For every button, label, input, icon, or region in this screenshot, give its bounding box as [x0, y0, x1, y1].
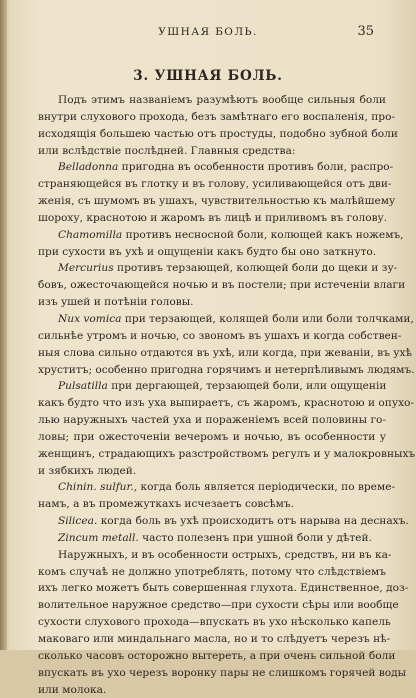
remedy-name: Silicea.: [58, 515, 98, 528]
text-line: [38, 665, 407, 682]
text-line: [38, 311, 414, 328]
line-text: когда боль въ ухѣ происходитъ отъ нарыва на деснахъ.: [100, 515, 409, 528]
text-line: [38, 260, 398, 277]
line-text: женія, съ шумомъ въ ушахъ, чувствительностью къ малѣйшему: [38, 195, 396, 208]
text-line: [38, 564, 386, 581]
text-line: [38, 648, 396, 665]
remedy-name: Mercurius: [58, 262, 114, 275]
line-text: какъ будто что изъ уха выпираетъ, съ жаромъ, краснотою и опухо-: [38, 397, 415, 410]
line-text: ныя слова сильно отдаются въ ухѣ, или когда, при жеваніи, въ ухѣ: [38, 346, 412, 359]
line-text: комъ случаѣ не должно употреблять, потому что слѣдствіемъ: [38, 565, 386, 578]
text-line: [38, 513, 409, 530]
text-line: [38, 92, 386, 109]
remedy-name: Chamomilla: [58, 228, 123, 241]
text-line: [38, 227, 404, 244]
remedy-name: Belladonna: [58, 161, 119, 174]
page-header: [0, 26, 416, 44]
text-line: [38, 294, 386, 311]
text-line: [38, 210, 386, 227]
line-text: бовъ, ожесточающейся ночью и въ постели; при истеченіи влаги: [38, 279, 406, 292]
line-text: впускать въ ухо черезъ воронку пары не слишкомъ горячей воды: [38, 666, 407, 679]
text-line: [38, 395, 415, 412]
line-text: или вслѣдствіе послѣдней. Главныя средства:: [38, 144, 296, 157]
line-text: шороху, краснотою и жаромъ въ лицѣ и приливомъ въ голову.: [38, 211, 388, 224]
line-text: когда боль является періодически, по време-: [140, 481, 396, 494]
page-spine-edge: [0, 0, 7, 650]
remedy-name: Nux vomica: [58, 312, 122, 325]
line-text: изъ ушей и потѣніи головы.: [38, 296, 194, 309]
text-line: [38, 530, 386, 547]
line-text: намъ, а въ промежуткахъ исчезаетъ совсѣмъ.: [38, 498, 294, 511]
line-text: страняющейся въ глотку и въ голову, усиливающейся отъ дви-: [38, 178, 392, 191]
text-line: [38, 496, 386, 513]
line-text: сколько часовъ осторожно вытереть, а при очень сильной боли: [38, 649, 396, 662]
line-text: ихъ легко можетъ быть совершенная глухота. Единственное, доз-: [38, 582, 409, 595]
line-text: и зябкихъ людей.: [38, 464, 137, 477]
line-text: лью наружныхъ частей уха и пораженіемъ всей половины го-: [38, 414, 386, 427]
line-text: исходящія большею частью отъ простуды, подобно зубной боли: [38, 127, 398, 140]
text-line: [38, 429, 386, 446]
remedy-name: Pulsatilla: [58, 380, 108, 393]
remedy-name: Zincum metall.: [58, 531, 139, 544]
line-text: сухости слухового прохода—впускать въ ухо нѣсколько капель: [38, 616, 391, 629]
text-line: [38, 362, 415, 379]
line-text: ловы; при ожесточеніи вечеромъ и ночью, въ особенности у: [38, 430, 386, 443]
text-line: [38, 345, 412, 362]
line-text: при сухости въ ухѣ и ощущеніи какъ будто бы оно заткнуто.: [38, 245, 377, 258]
line-text: хруститъ; особенно пригодна горячимъ и нетерпѣливымъ людямъ.: [38, 363, 415, 376]
line-text: при терзающей, колящей боли или боли толчками,: [124, 312, 414, 325]
line-text: или молока.: [38, 683, 107, 696]
line-text: женщинъ, страдающихъ разстройствомъ регулъ и у малокровныхъ: [38, 447, 416, 460]
section-title: 3. УШНАЯ БОЛЬ.: [133, 68, 283, 84]
text-line: [38, 614, 391, 631]
remedy-name: Chinin. sulfur.,: [58, 481, 138, 494]
text-line: [38, 277, 406, 294]
text-line: [38, 244, 386, 261]
text-line: [38, 378, 386, 395]
text-line: [38, 682, 386, 698]
text-line: [38, 143, 386, 160]
line-text: часто полезенъ при ушной боли у дѣтей.: [142, 531, 372, 544]
line-text: Наружныхъ, и въ особенности острыхъ, средствъ, ни въ ка-: [58, 548, 392, 561]
text-line: [38, 176, 392, 193]
line-text: противъ терзающей, колющей боли до щеки и зу-: [117, 262, 398, 275]
text-line: [38, 580, 409, 597]
line-text: при дергающей, терзающей боли, или ощущеніи: [111, 380, 387, 393]
line-text: пригодна въ особенности противъ боли, распро-: [121, 161, 394, 174]
line-text: противъ несносной боли, колющей какъ ножемъ,: [125, 228, 404, 241]
line-text: Подъ этимъ названіемъ разумѣютъ вообще сильныя боли: [58, 94, 386, 106]
text-line: [38, 631, 391, 648]
running-head: УШНАЯ БОЛЬ.: [158, 26, 258, 38]
text-line: [38, 412, 386, 429]
line-text: сильнѣе утромъ и ночью, со звономъ въ ушахъ и когда собствен-: [38, 329, 402, 342]
line-text: внутри слухового прохода, безъ замѣтнаго его воспаленія, про-: [38, 110, 396, 123]
text-line: [38, 328, 402, 345]
body-text: [38, 92, 416, 698]
line-text: волительное наружное средство—при сухости сѣры или вообще: [38, 599, 399, 612]
text-line: [38, 597, 399, 614]
text-line: [38, 547, 392, 564]
text-line: [38, 159, 394, 176]
line-text: маковаго или миндальнаго масла, но и то слѣдуетъ черезъ нѣ-: [38, 633, 391, 645]
text-line: [38, 193, 396, 210]
page-number: 35: [357, 24, 374, 39]
text-line: [38, 109, 396, 126]
text-line: [38, 446, 416, 463]
text-line: [38, 126, 398, 143]
text-line: [38, 479, 396, 496]
text-line: [38, 463, 386, 480]
